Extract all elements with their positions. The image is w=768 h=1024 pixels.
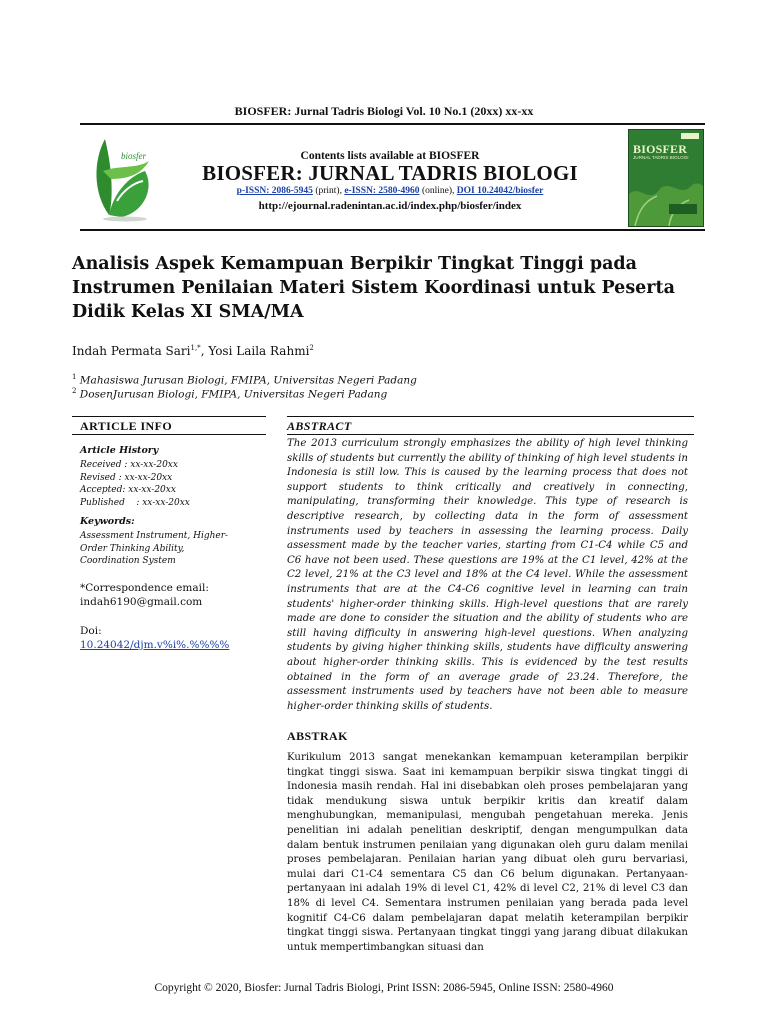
doi-block: [80, 624, 260, 652]
doi-link[interactable]: 10.24042/djm.v%i%.%%%%: [80, 639, 230, 651]
masthead-bottom-rule: [80, 229, 705, 231]
issn-line: [170, 186, 610, 196]
author-affiliation-mark: 2: [309, 344, 314, 352]
contents-availability: Contents lists available at BIOSFER: [300, 150, 480, 162]
abstract-heading: ABSTRACT: [287, 419, 352, 433]
copyright-footer: Copyright © 2020, Biosfer: Jurnal Tadris Biologi, Print ISSN: 2086-5945, Online ISSN: 2580-4960: [154, 982, 614, 994]
abstrak-text: Kurikulum 2013 sangat menekankan kemampuan keterampilan berpikir tingkat tinggi siswa. Saat ini kemampuan berpikir siswa tingkat tinggi di Indonesia masih rendah. Hal ini disebabkan oleh proses pembelajaran yang tidak mendukung siswa untuk berpikir kritis dan kreatif dalam menghubungkan, memanipulasi, mengubah pengetahuan mereka. Jenis penelitian ini adalah penelitian deskriptif, dengan mengumpulkan data dalam bentuk instrumen penilaian yang digunakan oleh guru dalam menilai proses pembelajaran. Penilaian harian yang dibuat oleh guru bervariasi, mulai dari C1-C4 sementara C5 dan C6 belum digunakan. Pertanyaan-pertanyaan ini adalah 19% di level C1, 42% di level C2, 21% di level C3 dan 18% di level C4. Sementara instrumen penilaian yang berada pada level kognitif C4-C6 dalam pembelajaran dapat melatih keterampilan berpikir tingkat tinggi siswa. Pertanyaan tingkat tinggi yang jarang dibuat dilakukan untuk mempertimbangkan situasi dan: [287, 752, 688, 953]
journal-logo: [83, 131, 163, 223]
published-date: Published : xx-xx-20xx: [80, 497, 190, 508]
paper-title-line: Instrumen Penilaian Materi Sistem Koordinasi untuk Peserta: [72, 278, 675, 298]
journal-cover-thumbnail: [628, 129, 704, 227]
eissn-note: (online),: [419, 186, 457, 196]
article-info-bottom-rule: [72, 434, 266, 435]
keywords-line: Coordination System: [80, 556, 176, 566]
leaf-logo-icon: [83, 131, 163, 223]
revised-date: Revised : xx-xx-20xx: [80, 472, 173, 483]
running-head: BIOSFER: Jurnal Tadris Biologi Vol. 10 No.1 (20xx) xx-xx: [234, 104, 534, 118]
journal-title: BIOSFER: JURNAL TADRIS BIOLOGI: [202, 161, 578, 185]
eissn-link[interactable]: e-ISSN: 2580-4960: [344, 186, 420, 196]
affiliation-mark: 1: [72, 373, 77, 381]
abstract-bottom-rule: [287, 434, 694, 435]
journal-url[interactable]: http://ejournal.radenintan.ac.id/index.php/biosfer/index: [258, 200, 522, 212]
cover-title: BIOSFER: [633, 142, 688, 156]
affiliation-2: [72, 387, 387, 401]
cover-subtitle: JURNAL TADRIS BIOLOGI: [633, 155, 689, 160]
article-info-heading: ARTICLE INFO: [80, 419, 173, 433]
logo-wordmark: biosfer: [121, 151, 147, 161]
article-history: [80, 459, 260, 509]
affiliation-text: Mahasiswa Jurusan Biologi, FMIPA, Universitas Negeri Padang: [76, 374, 417, 387]
affiliation-1: [72, 373, 417, 387]
cover-badge: [681, 133, 699, 139]
accepted-date: Accepted: xx-xx-20xx: [80, 485, 176, 495]
author-list: [72, 344, 314, 358]
keywords-heading: Keywords:: [80, 516, 135, 527]
author-name: Indah Permata Sari: [72, 344, 191, 358]
author-affiliation-mark: 1,*: [190, 344, 201, 352]
paper-title: [72, 252, 712, 324]
masthead-top-rule: [80, 123, 705, 125]
doi-label: Doi:: [80, 625, 102, 637]
abstract-top-rule: [287, 416, 694, 417]
paper-title-line: Didik Kelas XI SMA/MA: [72, 302, 304, 322]
affiliation-mark: 2: [72, 387, 77, 395]
abstract-text: The 2013 curriculum strongly emphasizes the ability of high level thinking skills of students but currently the ability of thinking of high level students in Indonesia is still low. This is caused by the learning process that does not support students to think critically and creatively in connecting, manipulating, transforming their knowledge. This type of research is descriptive research, by collecting data in the form of assessment instruments used by teachers in assessing the learning process. Daily assessment made by the teacher varies, starting from C1-C4 while C5 and C6 have not been used. These questions are 19% at the C1 level, 42% at the C2 level, 21% at the C3 level and 18% at the C4 level. While the assessment instruments that are at the C4-C6 cognitive level in learning can train students' higher-order thinking skills. High-level questions that are rarely made are done to consider the situation and the ability of students who are still having difficulty in answering high-level questions. When analyzing students by giving higher thinking skills, students have difficulty answering about higher-order thinking skills. This is evidenced by the test results obtained in the form of an average grade of 23.24. Therefore, the assessment instruments used by teachers have not been able to measure higher-order thinking skills of students.: [287, 438, 688, 712]
received-date: Received : xx-xx-20xx: [80, 460, 178, 470]
paper-title-line: Analisis Aspek Kemampuan Berpikir Tingkat Tinggi pada: [72, 254, 637, 274]
correspondence: [80, 581, 260, 609]
correspondence-email[interactable]: indah6190@gmail.com: [80, 596, 203, 608]
keywords-list: [80, 530, 260, 568]
abstrak-heading: ABSTRAK: [287, 729, 348, 743]
author-name: , Yosi Laila Rahmi: [200, 344, 310, 358]
cover-foliage-icon: [629, 164, 703, 226]
pissn-link[interactable]: p-ISSN: 2086-5945: [236, 186, 313, 196]
affiliation-text: DosenJurusan Biologi, FMIPA, Universitas Negeri Padang: [76, 388, 388, 401]
article-info-top-rule: [72, 416, 266, 417]
pissn-note: (print),: [312, 186, 345, 196]
correspondence-label: *Correspondence email:: [80, 582, 209, 594]
doi-link[interactable]: DOI 10.24042/biosfer: [456, 186, 544, 196]
keywords-line: Order Thinking Ability,: [80, 543, 185, 554]
keywords-line: Assessment Instrument, Higher-: [80, 531, 229, 541]
article-history-heading: Article History: [80, 445, 159, 456]
